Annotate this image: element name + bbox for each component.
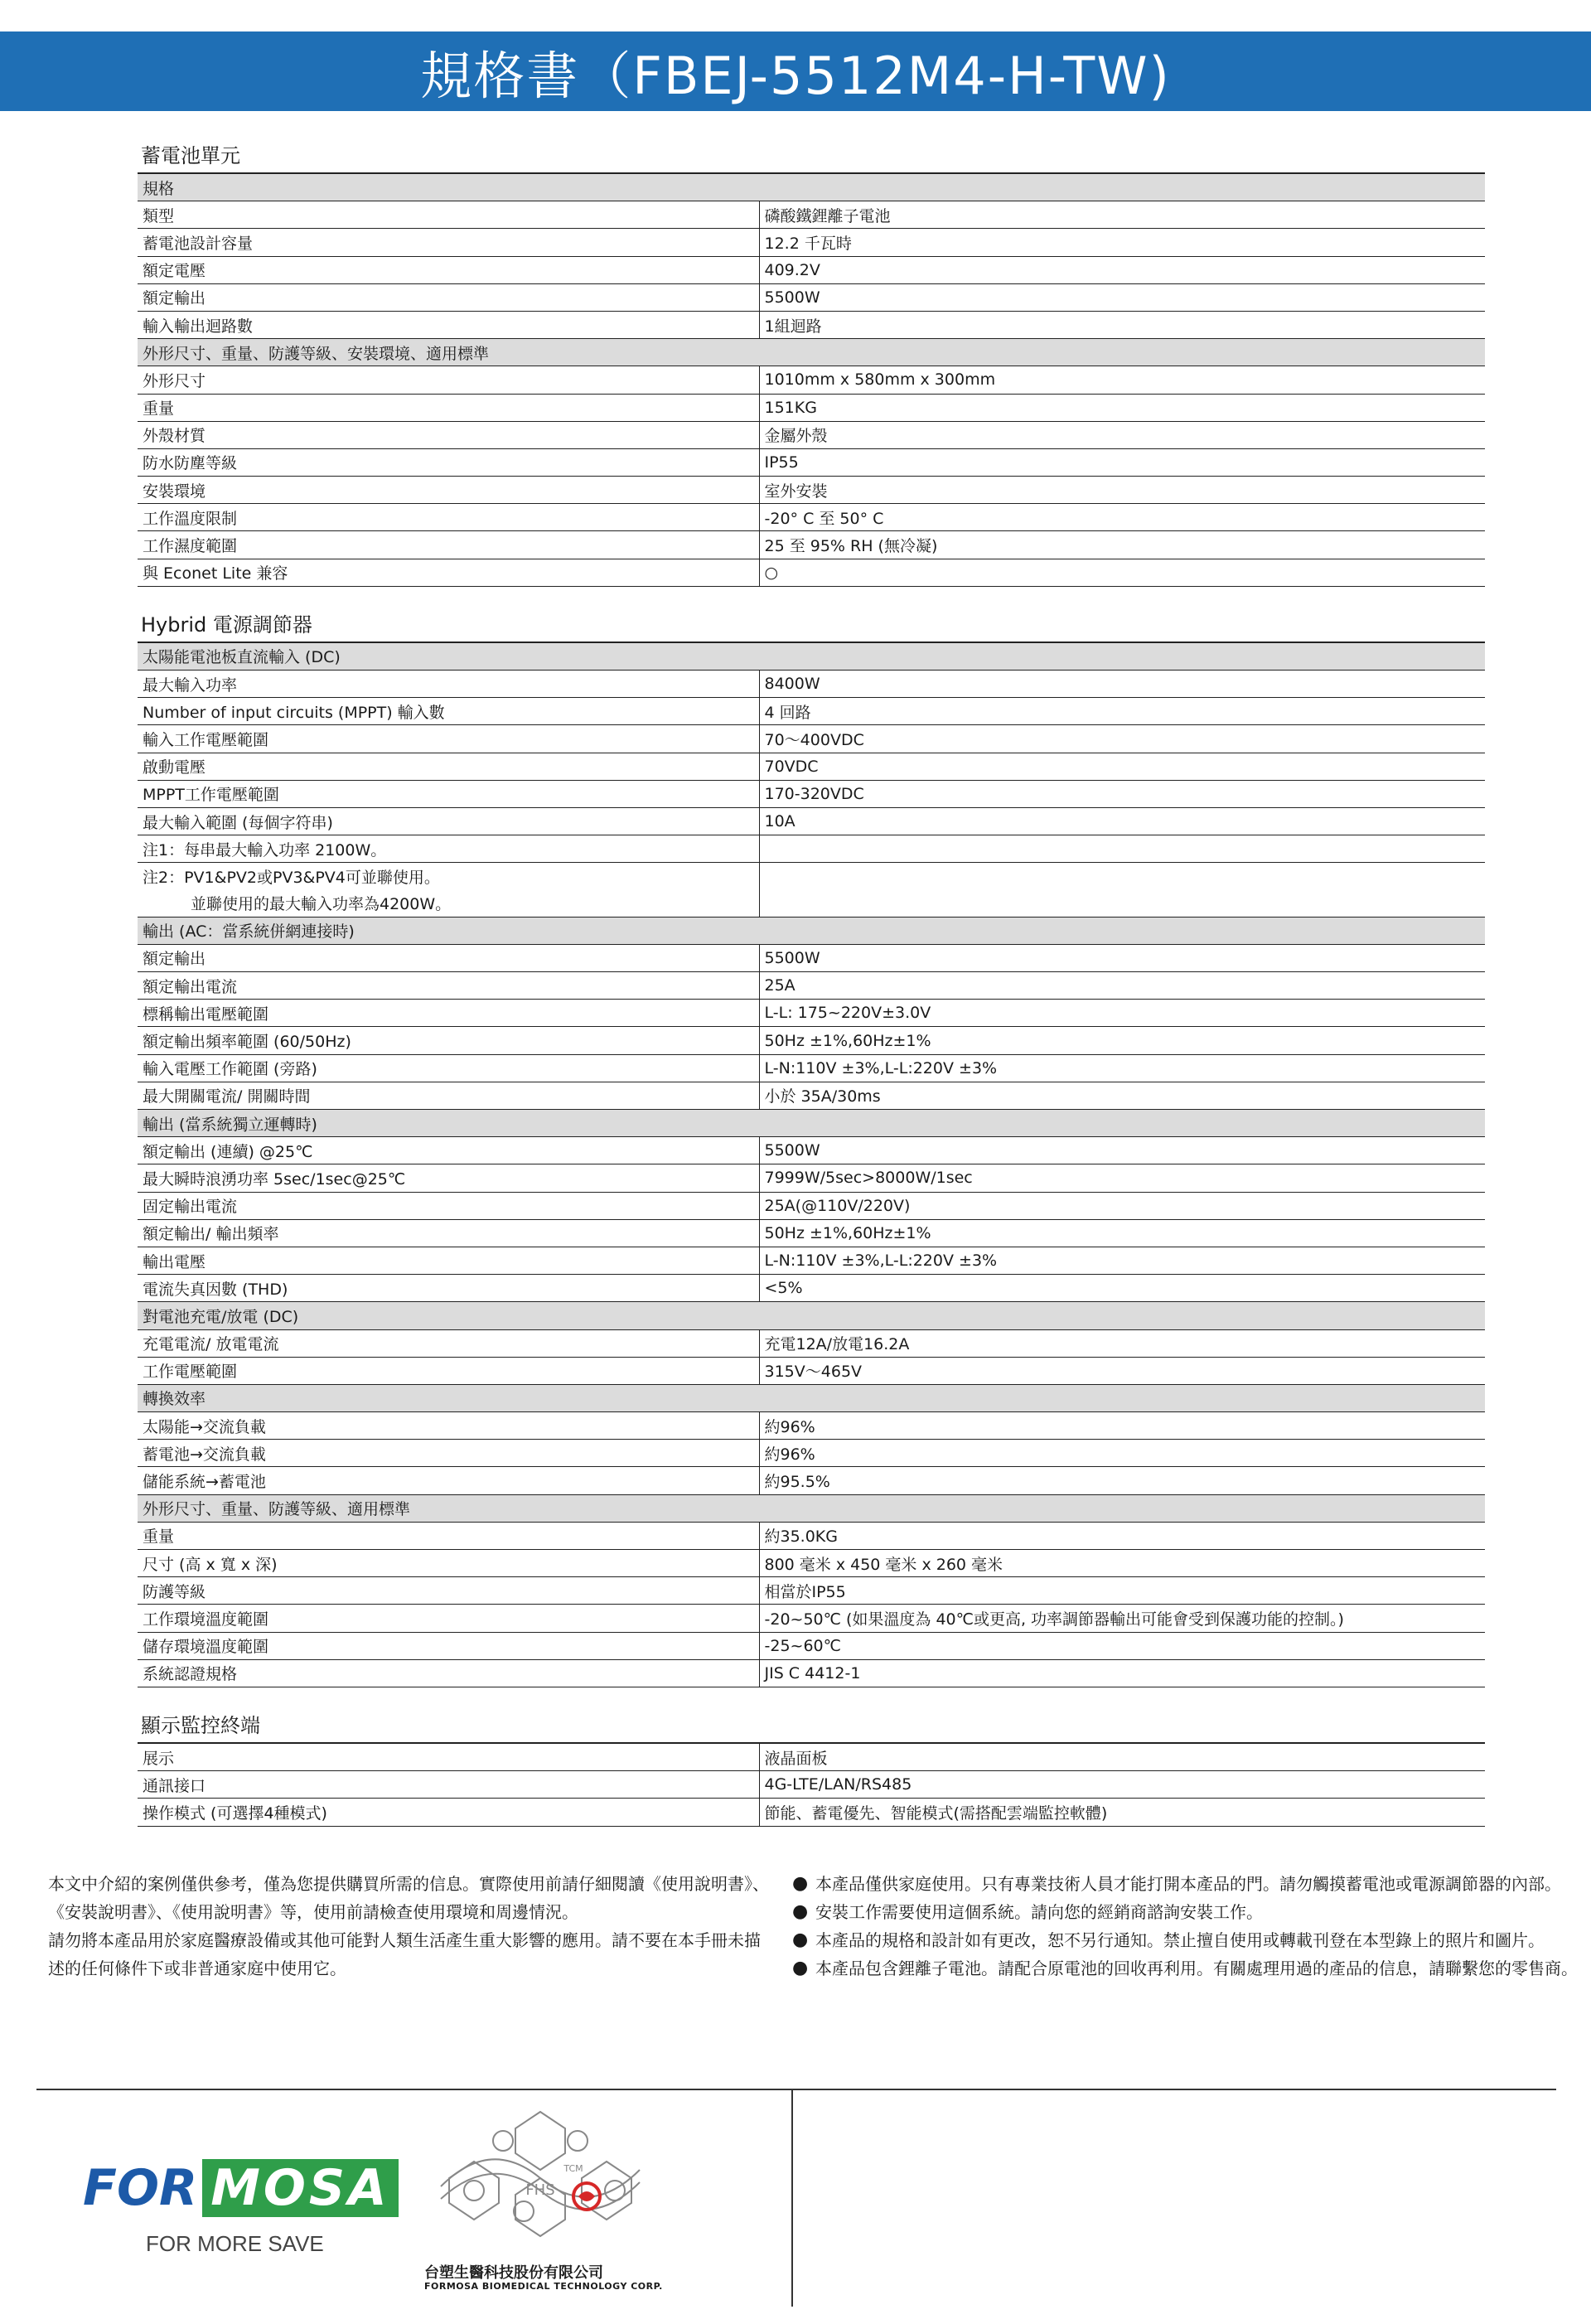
spec-value: 約96%	[759, 1412, 1485, 1440]
spec-row	[138, 1467, 1485, 1494]
spec-label: 注2：PV1&PV2或PV3&PV4可並聯使用。	[138, 863, 759, 890]
spec-value: 約35.0KG	[759, 1522, 1485, 1549]
spec-group-row	[138, 1384, 1485, 1411]
spec-value: 4G-LTE/LAN/RS485	[759, 1771, 1485, 1799]
page-title: 規格書（FBEJ-5512M4-H-TW)	[420, 45, 1171, 106]
spec-label: 對電池充電/放電 (DC)	[138, 1302, 1485, 1329]
spec-label: 外形尺寸、重量、防護等級、安裝環境、適用標準	[138, 339, 1485, 366]
spec-group-row	[138, 917, 1485, 944]
spec-label: 輸出 (AC：當系統併網連接時)	[138, 917, 1485, 944]
brand-slogan: FOR MORE SAVE	[146, 2231, 324, 2256]
spec-label: 太陽能電池板直流輸入 (DC)	[138, 642, 1485, 671]
spec-row	[138, 1027, 1485, 1054]
spec-row	[138, 1164, 1485, 1192]
spec-value: 8400W	[759, 671, 1485, 698]
spec-row	[138, 559, 1485, 586]
spec-value: 151KG	[759, 394, 1485, 421]
spec-row	[138, 1412, 1485, 1440]
spec-row	[138, 1550, 1485, 1577]
note-bullet: ● 安裝工作需要使用這個系統。請向您的經銷商諮詢安裝工作。	[792, 1898, 1588, 1926]
spec-row	[138, 504, 1485, 531]
spec-label: 注1：每串最大輸入功率 2100W。	[138, 835, 759, 863]
spec-row	[138, 1192, 1485, 1219]
spec-row	[138, 283, 1485, 311]
spec-row	[138, 229, 1485, 256]
spec-note-row	[138, 863, 1485, 890]
note-paragraph: 請勿將本產品用於家庭醫療設備或其他可能對人類生活產生重大影響的應用。請不要在本手冊未描述的任何條件下或非普通家庭中使用它。	[48, 1930, 761, 1978]
spec-label: 額定輸出	[138, 944, 759, 971]
spec-row	[138, 1799, 1485, 1826]
spec-label: 太陽能→交流負載	[138, 1412, 759, 1440]
spec-label: 工作電壓範圍	[138, 1357, 759, 1384]
brand-for-text: FOR	[83, 2159, 198, 2217]
spec-label: 並聯使用的最大輸入功率為4200W。	[138, 890, 759, 917]
spec-row	[138, 1440, 1485, 1467]
spec-label: 系統認證規格	[138, 1659, 759, 1687]
spec-value: 約95.5%	[759, 1467, 1485, 1494]
note-bullet: ● 本產品僅供家庭使用。只有專業技術人員才能打開本產品的門。請勿觸摸蓄電池或電源調節器的內部。	[792, 1870, 1588, 1898]
spec-row	[138, 1082, 1485, 1109]
spec-value: IP55	[759, 448, 1485, 476]
spec-label: 通訊接口	[138, 1771, 759, 1799]
spec-row	[138, 1771, 1485, 1799]
spec-row	[138, 1000, 1485, 1027]
spec-label: 外形尺寸、重量、防護等級、適用標準	[138, 1494, 1485, 1522]
spec-label: 額定輸出頻率範圍 (60/50Hz)	[138, 1027, 759, 1054]
spec-value: 1010mm x 580mm x 300mm	[759, 366, 1485, 394]
spec-label: 安裝環境	[138, 477, 759, 504]
spec-row	[138, 477, 1485, 504]
spec-row	[138, 1632, 1485, 1659]
spec-label: 防護等級	[138, 1577, 759, 1605]
spec-row	[138, 807, 1485, 835]
spec-value	[759, 835, 1485, 863]
spec-label: 最大輸入範圍 (每個字符串)	[138, 807, 759, 835]
brand-mosa-text: MOSA	[202, 2159, 398, 2217]
spec-value: 170-320VDC	[759, 780, 1485, 807]
spec-row	[138, 256, 1485, 283]
spec-row	[138, 1137, 1485, 1164]
bullet-dot-icon: ●	[792, 1929, 809, 1950]
spec-note-row	[138, 890, 1485, 917]
spec-row	[138, 1329, 1485, 1357]
spec-value: 4 回路	[759, 698, 1485, 725]
display-section-title: 顯示監控終端	[141, 1713, 260, 1737]
spec-label: 重量	[138, 394, 759, 421]
spec-label: 操作模式 (可選擇4種模式)	[138, 1799, 759, 1826]
hybrid-spec-table	[138, 642, 1485, 1687]
battery-section-title: 蓄電池單元	[141, 144, 240, 167]
spec-row	[138, 1743, 1485, 1771]
spec-label: 尺寸 (高 x 寬 x 深)	[138, 1550, 759, 1577]
spec-label: 工作溫度限制	[138, 504, 759, 531]
spec-row	[138, 780, 1485, 807]
spec-value: 5500W	[759, 1137, 1485, 1164]
spec-value: 50Hz ±1%,60Hz±1%	[759, 1219, 1485, 1247]
spec-value: 70～400VDC	[759, 725, 1485, 753]
spec-value: 液晶面板	[759, 1743, 1485, 1771]
spec-group-row	[138, 1494, 1485, 1522]
spec-label: 與 Econet Lite 兼容	[138, 559, 759, 586]
spec-group-row	[138, 173, 1485, 201]
emblem-tcm-text: TCM	[563, 2163, 583, 2174]
spec-label: 類型	[138, 201, 759, 229]
spec-value: 1組迴路	[759, 311, 1485, 338]
spec-row	[138, 1522, 1485, 1549]
spec-group-row	[138, 1302, 1485, 1329]
spec-label: 外形尺寸	[138, 366, 759, 394]
battery-spec-table	[138, 172, 1485, 587]
spec-value: -20° C 至 50° C	[759, 504, 1485, 531]
company-name-zh: 台塑生醫科技股份有限公司	[424, 2264, 603, 2282]
title-banner	[0, 31, 1591, 111]
footer-vertical-divider	[791, 2089, 793, 2307]
spec-value: 相當於IP55	[759, 1577, 1485, 1605]
spec-label: 充電電流/ 放電電流	[138, 1329, 759, 1357]
spec-label: 防水防塵等級	[138, 448, 759, 476]
spec-row	[138, 944, 1485, 971]
spec-label: 最大開關電流/ 開關時間	[138, 1082, 759, 1109]
spec-value: 25A(@110V/220V)	[759, 1192, 1485, 1219]
spec-value: 小於 35A/30ms	[759, 1082, 1485, 1109]
spec-row	[138, 698, 1485, 725]
spec-value: 800 毫米 x 450 毫米 x 260 毫米	[759, 1550, 1485, 1577]
spec-value: -25~60℃	[759, 1632, 1485, 1659]
spec-group-row	[138, 1110, 1485, 1137]
note-paragraph: 本文中介紹的案例僅供參考，僅為您提供購買所需的信息。實際使用前請仔細閱讀《使用說明書》、《安裝說明書》、《使用說明書》等，使用前請檢查使用環境和周邊情況。	[48, 1874, 769, 1922]
spec-label: 固定輸出電流	[138, 1192, 759, 1219]
spec-label: 額定輸出 (連續) @25℃	[138, 1137, 759, 1164]
spec-value: 70VDC	[759, 753, 1485, 780]
spec-label: 額定輸出	[138, 283, 759, 311]
spec-group-row	[138, 339, 1485, 366]
spec-label: 標稱輸出電壓範圍	[138, 1000, 759, 1027]
spec-label: 外殼材質	[138, 421, 759, 448]
spec-label: 蓄電池→交流負載	[138, 1440, 759, 1467]
spec-label: Number of input circuits (MPPT) 輸入數	[138, 698, 759, 725]
spec-row	[138, 1577, 1485, 1605]
spec-value: 5500W	[759, 944, 1485, 971]
spec-row	[138, 1054, 1485, 1082]
spec-value: L-N:110V ±3%,L-L:220V ±3%	[759, 1054, 1485, 1082]
spec-row	[138, 448, 1485, 476]
spec-label: 蓄電池設計容量	[138, 229, 759, 256]
spec-row	[138, 1659, 1485, 1687]
bullet-dot-icon: ●	[792, 1958, 809, 1978]
spec-label: 最大瞬時浪湧功率 5sec/1sec@25℃	[138, 1164, 759, 1192]
display-spec-table	[138, 1742, 1485, 1827]
note-bullet: ● 本產品的規格和設計如有更改，恕不另行通知。禁止擅自使用或轉載刊登在本型錄上的照片和圖片。	[792, 1926, 1588, 1954]
spec-label: 工作環境溫度範圍	[138, 1605, 759, 1632]
spec-label: 最大輸入功率	[138, 671, 759, 698]
spec-value: 10A	[759, 807, 1485, 835]
formosa-logo	[83, 2158, 398, 2258]
notes-right	[792, 1870, 1588, 1983]
spec-value: JIS C 4412-1	[759, 1659, 1485, 1687]
spec-row	[138, 671, 1485, 698]
spec-value: 室外安裝	[759, 477, 1485, 504]
spec-value: 磷酸鐵鋰離子電池	[759, 201, 1485, 229]
spec-row	[138, 972, 1485, 1000]
spec-row	[138, 1357, 1485, 1384]
spec-row	[138, 1247, 1485, 1274]
spec-value	[759, 863, 1485, 890]
spec-row	[138, 1275, 1485, 1302]
spec-label: 儲能系統→蓄電池	[138, 1467, 759, 1494]
spec-label: 轉換效率	[138, 1384, 1485, 1411]
spec-label: 展示	[138, 1743, 759, 1771]
spec-label: 額定輸出/ 輸出頻率	[138, 1219, 759, 1247]
spec-label: 輸出電壓	[138, 1247, 759, 1274]
spec-row	[138, 311, 1485, 338]
emblem-fhs-text: FHS	[525, 2181, 555, 2199]
spec-label: 工作濕度範圍	[138, 531, 759, 559]
spec-value: 金屬外殼	[759, 421, 1485, 448]
spec-value: ○	[759, 559, 1485, 586]
spec-value: 315V～465V	[759, 1357, 1485, 1384]
spec-row	[138, 753, 1485, 780]
spec-row	[138, 394, 1485, 421]
spec-value: 25A	[759, 972, 1485, 1000]
spec-value: 約96%	[759, 1440, 1485, 1467]
spec-label: 重量	[138, 1522, 759, 1549]
spec-value: 12.2 千瓦時	[759, 229, 1485, 256]
spec-row	[138, 1219, 1485, 1247]
spec-value: 節能、蓄電優先、智能模式(需搭配雲端監控軟體)	[759, 1799, 1485, 1826]
spec-label: 規格	[138, 173, 1485, 201]
spec-value: 25 至 95% RH (無冷凝)	[759, 531, 1485, 559]
spec-label: 電流失真因數 (THD)	[138, 1275, 759, 1302]
footer-divider	[36, 2089, 1556, 2090]
notes-left	[48, 1870, 769, 1983]
spec-content	[138, 133, 1485, 1827]
spec-label: 輸入輸出迴路數	[138, 311, 759, 338]
spec-row	[138, 1605, 1485, 1632]
spec-row	[138, 725, 1485, 753]
spec-row	[138, 201, 1485, 229]
spec-row	[138, 531, 1485, 559]
hybrid-section-title: Hybrid 電源調節器	[141, 612, 312, 637]
spec-label: MPPT工作電壓範圍	[138, 780, 759, 807]
spec-label: 額定電壓	[138, 256, 759, 283]
spec-row	[138, 366, 1485, 394]
spec-label: 輸入電壓工作範圍 (旁路)	[138, 1054, 759, 1082]
spec-label: 額定輸出電流	[138, 972, 759, 1000]
spec-value: 7999W/5sec>8000W/1sec	[759, 1164, 1485, 1192]
spec-value: 充電12A/放電16.2A	[759, 1329, 1485, 1357]
note-bullet: ● 本產品包含鋰離子電池。請配合原電池的回收再利用。有關處理用過的產品的信息，請聯繫您的零售商。	[792, 1954, 1588, 1983]
spec-label: 輸入工作電壓範圍	[138, 725, 759, 753]
spec-value: 5500W	[759, 283, 1485, 311]
company-name-en: FORMOSA BIOMEDICAL TECHNOLOGY CORP.	[424, 2281, 663, 2292]
disclaimer-notes	[48, 1870, 1578, 2069]
spec-group-row	[138, 642, 1485, 671]
spec-value: 50Hz ±1%,60Hz±1%	[759, 1027, 1485, 1054]
spec-value: <5%	[759, 1275, 1485, 1302]
spec-value: L-N:110V ±3%,L-L:220V ±3%	[759, 1247, 1485, 1274]
spec-note-row	[138, 835, 1485, 863]
company-emblem-icon	[424, 2104, 656, 2244]
bullet-dot-icon: ●	[792, 1873, 809, 1894]
spec-value: 409.2V	[759, 256, 1485, 283]
bullet-dot-icon: ●	[792, 1901, 809, 1922]
spec-row	[138, 421, 1485, 448]
spec-label: 儲存環境溫度範圍	[138, 1632, 759, 1659]
spec-value: L-L: 175~220V±3.0V	[759, 1000, 1485, 1027]
spec-value: -20~50℃ (如果溫度為 40℃或更高, 功率調節器輸出可能會受到保護功能的控制。)	[759, 1605, 1485, 1632]
spec-label: 啟動電壓	[138, 753, 759, 780]
spec-value	[759, 890, 1485, 917]
spec-label: 輸出 (當系統獨立運轉時)	[138, 1110, 1485, 1137]
